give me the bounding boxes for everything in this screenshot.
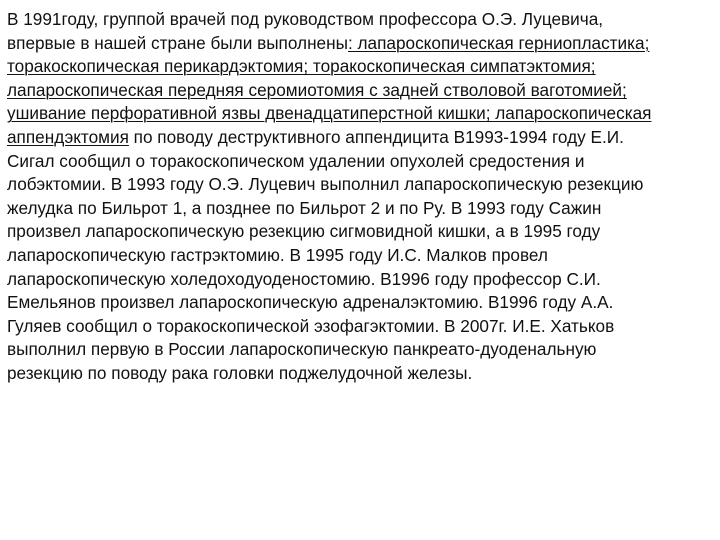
text-line <box>7 291 713 315</box>
text-segment: Сигал сообщил о торакоскопическом удалении опухолей средостения и <box>7 150 585 171</box>
text-line <box>7 173 713 197</box>
text-segment: желудка по Бильрот 1, а позднее по Бильрот 2 и по Ру. В 1993 году Сажин <box>7 197 602 218</box>
text-line <box>7 338 713 362</box>
underlined-text-segment: ушивание перфоративной язвы двенадцатиперстной кишки; лапароскопическая <box>7 103 652 124</box>
text-line <box>7 315 713 339</box>
text-segment: произвел лапароскопическую резекцию сигмовидной кишки, а в 1995 году <box>7 221 601 242</box>
text-segment: резекцию по поводу рака головки поджелудочной железы. <box>7 362 473 383</box>
text-line <box>7 362 713 386</box>
text-line <box>7 244 713 268</box>
text-segment: В 1991году, группой врачей под руководством профессора О.Э. Луцевича, <box>7 9 604 29</box>
text-line <box>7 32 713 56</box>
text-line <box>7 102 713 126</box>
text-line <box>7 126 713 150</box>
text-line <box>7 268 713 292</box>
underlined-text-segment: лапароскопическая передняя серомиотомия с задней стволовой ваготомией; <box>7 79 627 100</box>
text-segment: лобэктомии. В 1993 году О.Э. Луцевич выполнил лапароскопическую резекцию <box>7 174 644 195</box>
underlined-text-segment: аппендэктомия <box>7 126 129 147</box>
text-segment: лапароскопическую холедоходуоденостомию. В1996 году профессор С.И. <box>7 268 601 289</box>
text-line <box>7 150 713 174</box>
text-segment: выполнил первую в России лапароскопическую панкреато-дуоденальную <box>7 339 597 360</box>
text-line <box>7 197 713 221</box>
underlined-text-segment: : лапароскопическая герниопластика; <box>347 32 650 53</box>
text-line <box>7 55 713 79</box>
text-segment: впервые в нашей стране были выполнены <box>7 32 348 53</box>
text-segment: по поводу деструктивного аппендицита В1993-1994 году Е.И. <box>128 126 624 147</box>
text-segment: Гуляев сообщил о торакоскопической эзофагэктомии. В 2007г. И.Е. Хатьков <box>7 315 615 336</box>
text-line <box>7 8 713 32</box>
paragraph <box>7 8 713 386</box>
underlined-text-segment: торакоскопическая перикардэктомия; торакоскопическая симпатэктомия; <box>7 56 596 77</box>
text-segment: Емельянов произвел лапароскопическую адреналэктомию. В1996 году А.А. <box>7 292 614 313</box>
text-line <box>7 79 713 103</box>
text-segment: лапароскопическую гастрэктомию. В 1995 году И.С. Малков провел <box>7 244 548 265</box>
text-line <box>7 220 713 244</box>
